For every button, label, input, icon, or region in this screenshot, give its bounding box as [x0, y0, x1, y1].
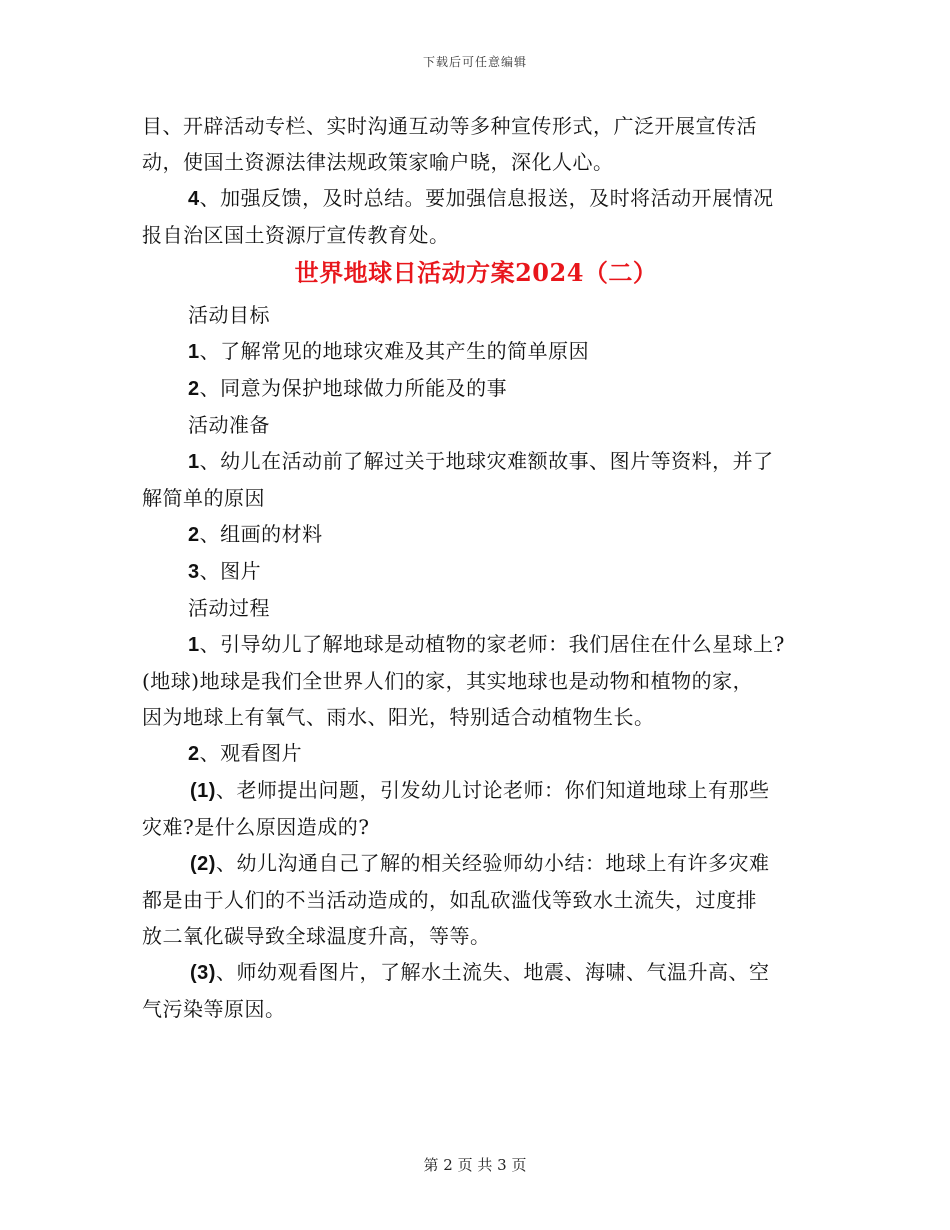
paragraph-line: 气污染等原因。 — [142, 997, 286, 1021]
item-text: 、师幼观看图片，了解水土流失、地震、海啸、气温升高、空 — [215, 960, 770, 984]
item-text: 、同意为保护地球做力所能及的事 — [199, 376, 508, 400]
list-item-4 — [142, 180, 810, 217]
paragraph-line: 因为地球上有氧气、雨水、阳光，特别适合动植物生长。 — [142, 705, 655, 729]
list-item — [142, 443, 810, 480]
item-text: 、加强反馈，及时总结。要加强信息报送，及时将活动开展情况 — [199, 186, 774, 210]
item-number: (1) — [190, 780, 216, 802]
item-text: 、老师提出问题，引发幼儿讨论老师：你们知道地球上有那些 — [215, 778, 770, 802]
item-number: 1 — [188, 341, 200, 363]
item-number: 2 — [188, 743, 200, 765]
sub-item — [142, 954, 810, 991]
paragraph-line: 目、开辟活动专栏、实时沟通互动等多种宣传形式，广泛开展宣传活 — [142, 114, 757, 138]
paragraph-line: 灾难?是什么原因造成的? — [142, 815, 370, 839]
item-number: 2 — [188, 378, 200, 400]
list-item — [142, 333, 810, 370]
item-number: (2) — [190, 853, 216, 875]
item-text: 、幼儿在活动前了解过关于地球灾难额故事、图片等资料，并了 — [199, 449, 774, 473]
item-text: 、了解常见的地球灾难及其产生的简单原因 — [199, 339, 590, 363]
list-item — [142, 370, 810, 407]
list-item — [142, 516, 810, 553]
item-number: 3 — [188, 561, 200, 583]
paragraph-line: 都是由于人们的不当活动造成的，如乱砍滥伐等致水土流失，过度排 — [142, 888, 757, 912]
paragraph-line: 动，使国土资源法律法规政策家喻户晓，深化人心。 — [142, 150, 614, 174]
section-heading: 活动目标 — [188, 303, 270, 327]
section-title: 世界地球日活动方案2024（二） — [294, 258, 658, 287]
item-number: 2 — [188, 524, 200, 546]
paragraph-line: 报自治区国土资源厅宣传教育处。 — [142, 223, 450, 247]
item-text: 、观看图片 — [199, 741, 303, 765]
paragraph-line: 放二氧化碳导致全球温度升高，等等。 — [142, 924, 491, 948]
list-item — [142, 553, 810, 590]
list-item — [142, 735, 810, 772]
item-number: 1 — [188, 634, 200, 656]
item-text: 、幼儿沟通自己了解的相关经验师幼小结：地球上有许多灾难 — [215, 851, 770, 875]
item-number: 1 — [188, 451, 200, 473]
list-item — [142, 626, 810, 663]
document-body — [142, 108, 810, 1027]
section-heading: 活动准备 — [188, 413, 270, 437]
paragraph-line: 解简单的原因 — [142, 486, 265, 510]
sub-item — [142, 772, 810, 809]
header-note: 下载后可任意编辑 — [422, 55, 527, 69]
item-text: 、组画的材料 — [199, 522, 323, 546]
item-text: 、引导幼儿了解地球是动植物的家老师：我们居住在什么星球上? — [199, 632, 785, 656]
section-heading: 活动过程 — [188, 596, 270, 620]
paragraph-line: (地球)地球是我们全世界人们的家，其实地球也是动物和植物的家， — [142, 669, 754, 693]
item-number: 4 — [188, 188, 200, 210]
item-text: 、图片 — [199, 559, 262, 583]
sub-item — [142, 845, 810, 882]
page-number: 第 2 页 共 3 页 — [423, 1156, 527, 1174]
item-number: (3) — [190, 962, 216, 984]
